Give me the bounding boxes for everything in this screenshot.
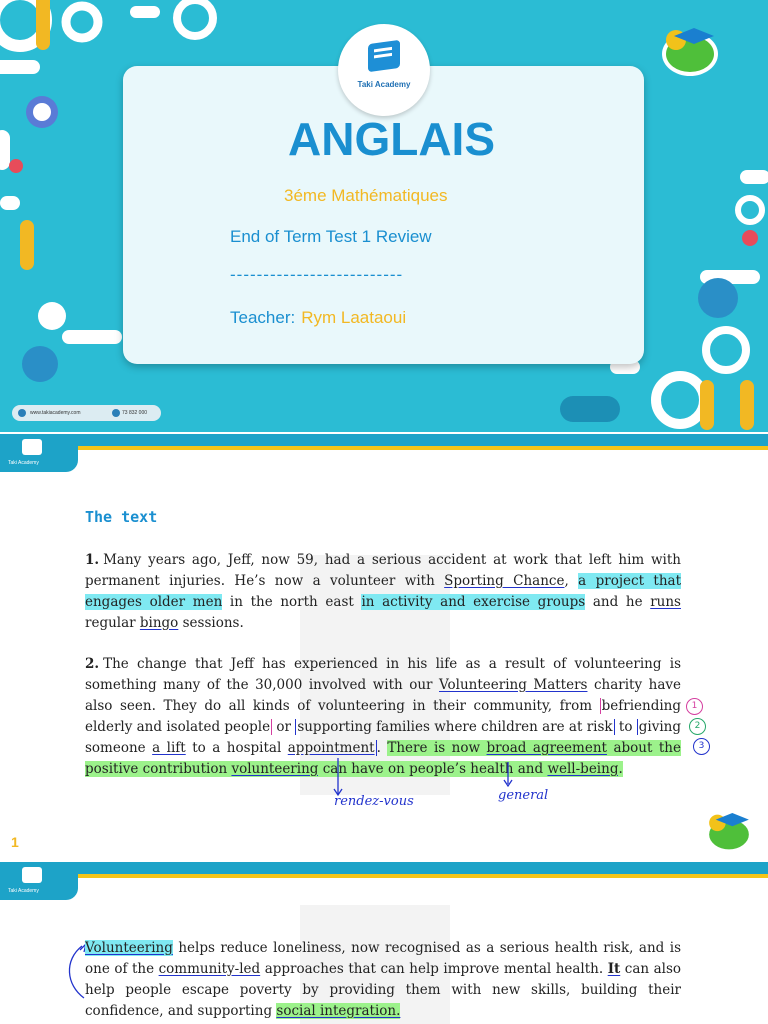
header-logo-text: Taki Academy xyxy=(8,460,39,466)
bracketed-phrase: befriending elderly and isolated people xyxy=(85,698,681,735)
section-title: The text xyxy=(85,508,158,526)
underlined-phrase: community-led xyxy=(158,961,261,977)
highlighted-phrase: There is now xyxy=(387,740,487,756)
highlighted-phrase: in activity and exercise groups xyxy=(361,594,586,610)
paragraph-number: 1. xyxy=(85,552,100,568)
text-run: can also help people escape poverty by providing them with new skills, building their confidence, and supporting xyxy=(85,961,682,1019)
header-logo-text: Taki Academy xyxy=(8,888,39,894)
text-run: The change that Jeff has experienced in his life as a result of volunteering is something many of the 30,000 involved with our xyxy=(85,656,681,693)
circled-number-3: 3 xyxy=(693,738,710,755)
highlighted-phrase: broad agreement xyxy=(486,740,607,756)
text-run: , xyxy=(564,573,579,589)
bracketed-phrase: giving someone xyxy=(85,719,681,756)
page-header xyxy=(0,862,768,902)
text-run: and he xyxy=(585,594,651,610)
highlighted-phrase: a project that engages older men xyxy=(85,573,681,610)
circled-number-2: 2 xyxy=(689,718,706,735)
highlighted-phrase: can have on people’s xyxy=(318,761,471,777)
highlighted-phrase: well-being xyxy=(547,761,619,777)
text-run: or xyxy=(272,719,296,735)
text-run: to xyxy=(614,719,637,735)
test-title: End of Term Test 1 Review xyxy=(230,227,432,246)
underlined-word: bingo xyxy=(139,615,179,631)
underlined-phrase: Sporting Chance xyxy=(444,573,565,589)
text-run: to a hospital xyxy=(185,740,288,756)
underlined-word: appointment xyxy=(287,740,375,756)
teacher-name: Rym Laataoui xyxy=(301,308,407,327)
text-run: regular xyxy=(85,615,140,631)
highlighted-phrase: about the positive contribution xyxy=(85,740,681,777)
header-yellow-stripe xyxy=(70,874,768,878)
teacher-label: Teacher: xyxy=(230,308,296,327)
highlighted-phrase: volunteering xyxy=(231,761,319,777)
header-blue-stripe xyxy=(0,862,768,874)
phone-number: 73 832 000 xyxy=(122,410,148,416)
website-link[interactable]: www.takiacademy.com xyxy=(30,410,81,416)
highlighted-phrase: . xyxy=(618,761,623,777)
handwritten-note-rdv: rendez-vous xyxy=(334,794,414,809)
page-number: 1 xyxy=(11,834,19,850)
handwritten-note-general: general xyxy=(498,788,549,803)
dashed-divider: -------------------------- xyxy=(230,265,404,284)
underlined-phrase: a lift xyxy=(152,740,186,756)
class-level: 3éme Mathématiques xyxy=(284,186,448,205)
header-logo-tab xyxy=(0,862,78,900)
highlighted-phrase: health xyxy=(470,761,514,777)
logo-text: Taki Academy xyxy=(357,80,411,89)
paragraph-number: 2. xyxy=(85,656,100,672)
book-icon xyxy=(22,867,42,883)
text-run: sessions. xyxy=(178,615,244,631)
course-title: ANGLAIS xyxy=(288,113,495,165)
paragraph-3 xyxy=(85,938,681,1022)
underlined-word: runs xyxy=(650,594,681,610)
text-run: helps reduce loneliness, now recognised as a serious health risk, and is one of the xyxy=(85,940,681,977)
highlighted-phrase: and xyxy=(513,761,548,777)
text-run: in the north east xyxy=(222,594,362,610)
bracketed-phrase: supporting families where children are at risk xyxy=(297,719,613,735)
underlined-word: It xyxy=(607,961,621,977)
text-run: Many years ago, Jeff, now 59, had a serious accident at work that left him with permanent injuries. He’s now a volunteer with xyxy=(85,552,681,589)
text-run: approaches that can help improve mental health. xyxy=(260,961,608,977)
highlighted-phrase: social integration. xyxy=(276,1003,401,1019)
brand-badge-icon xyxy=(702,808,756,856)
text-run: charity have also seen. They do all kinds of volunteering in their community, from xyxy=(85,677,681,714)
underlined-phrase: Volunteering Matters xyxy=(439,677,588,693)
circled-number-1: 1 xyxy=(686,698,703,715)
highlighted-phrase: Volunteering xyxy=(85,940,173,956)
text-run: . xyxy=(376,740,388,756)
